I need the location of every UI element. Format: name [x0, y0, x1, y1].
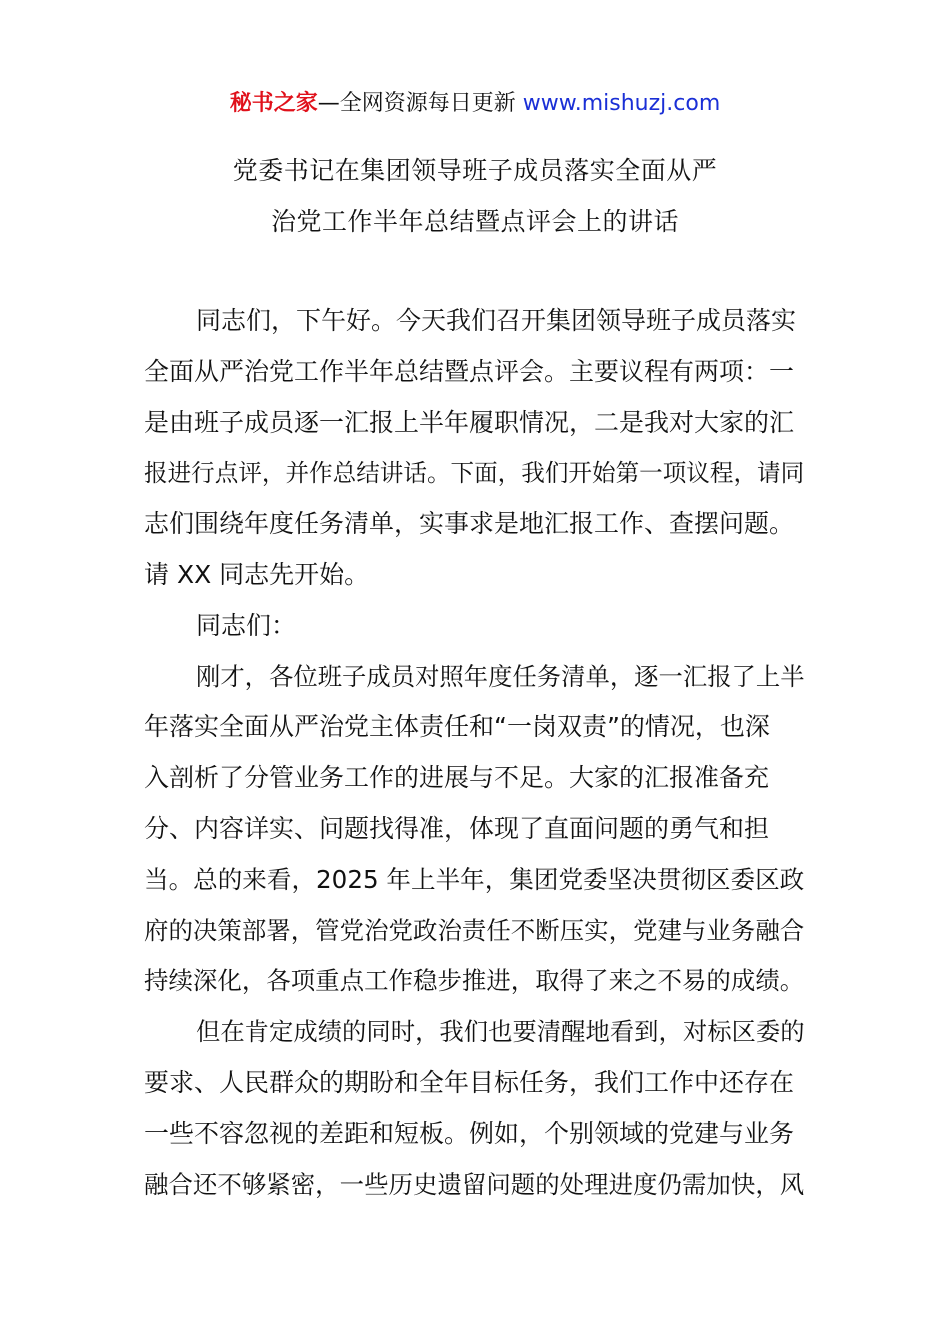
body-line: 是由班子成员逐一汇报上半年履职情况，二是我对大家的汇: [144, 407, 795, 437]
body-line: 要求、人民群众的期盼和全年目标任务，我们工作中还存在: [144, 1067, 795, 1097]
body-line: 府的决策部署，管党治党政治责任不断压实，党建与业务融合: [144, 915, 805, 945]
body-line: 同志们，下午好。今天我们召开集团领导班子成员落实: [196, 306, 797, 335]
site-brand: 秘书之家: [229, 91, 318, 116]
title-line-1: 党委书记在集团领导班子成员落实全面从严: [232, 156, 718, 185]
body-line: 当。总的来看，2025 年上半年，集团党委坚决贯彻区委区政: [144, 864, 805, 894]
body-line: 同志们：: [196, 610, 297, 640]
document-title: [140, 146, 810, 248]
body-line: 全面从严治党工作半年总结暨点评会。主要议程有两项：一: [144, 356, 795, 386]
body-line: 刚才，各位班子成员对照年度任务清单，逐一汇报了上半: [196, 661, 805, 691]
body-line: 一些不容忽视的差距和短板。例如，个别领域的党建与业务: [144, 1118, 795, 1148]
site-tagline: —全网资源每日更新: [317, 91, 523, 116]
body-line: 融合还不够紧密，一些历史遗留问题的处理进度仍需加快，风: [144, 1169, 805, 1199]
body-line: 持续深化，各项重点工作稳步推进，取得了来之不易的成绩。: [144, 966, 805, 996]
body-line: 入剖析了分管业务工作的进展与不足。大家的汇报准备充: [144, 763, 770, 793]
body-line: 但在肯定成绩的同时，我们也要清醒地看到，对标区委的: [196, 1017, 805, 1047]
title-line-2: 治党工作半年总结暨点评会上的讲话: [270, 206, 679, 236]
site-header: [0, 88, 950, 120]
body-line: 分、内容详实、问题找得准，体现了直面问题的勇气和担: [144, 813, 770, 843]
body-line: 年落实全面从严治党主体责任和“一岗双责”的情况，也深: [144, 712, 770, 742]
body-line: 志们围绕年度任务清单，实事求是地汇报工作、查摆问题。: [144, 509, 795, 539]
site-url-link[interactable]: www.mishuzj.com: [522, 91, 721, 116]
body-line: 请 XX 同志先开始。: [144, 559, 370, 589]
body-line: 报进行点评，并作总结讲话。下面，我们开始第一项议程，请同: [144, 459, 805, 488]
document-body: [144, 296, 808, 1210]
